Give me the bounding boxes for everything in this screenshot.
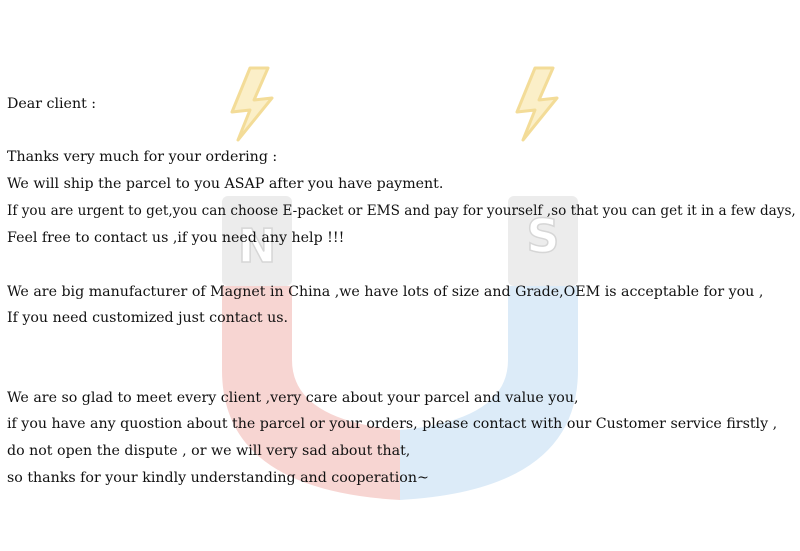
para2-line1: We are big manufacturer of Magnet in China ,we have lots of size and Grade,OEM is acceptable for you ,	[7, 284, 764, 300]
para3-line3: do not open the dispute , or we will very sad about that,	[7, 443, 411, 459]
lightning-bolt-right-icon	[517, 68, 557, 140]
para3-line4: so thanks for your kindly understanding and cooperation~	[7, 470, 429, 486]
para3-line1: We are so glad to meet every client ,very care about your parcel and value you,	[7, 390, 579, 406]
para1-line3: If you are urgent to get,you can choose E-packet or EMS and pay for yourself ,so that you can get it in a few days,	[7, 203, 796, 219]
pole-letter-n: N	[237, 219, 277, 273]
para1-line2: We will ship the parcel to you ASAP after you have payment.	[7, 176, 444, 192]
para1-line1: Thanks very much for your ordering :	[7, 149, 278, 165]
para3-line2: if you have any quostion about the parcel or your orders, please contact with our Customer service firstly ,	[7, 416, 778, 432]
para2-line2: If you need customized just contact us.	[7, 310, 289, 326]
pole-letter-s: S	[526, 209, 560, 263]
greeting: Dear client :	[7, 96, 97, 112]
lightning-bolt-left-icon	[232, 68, 272, 140]
para1-line4: Feel free to contact us ,if you need any help !!!	[7, 230, 345, 246]
